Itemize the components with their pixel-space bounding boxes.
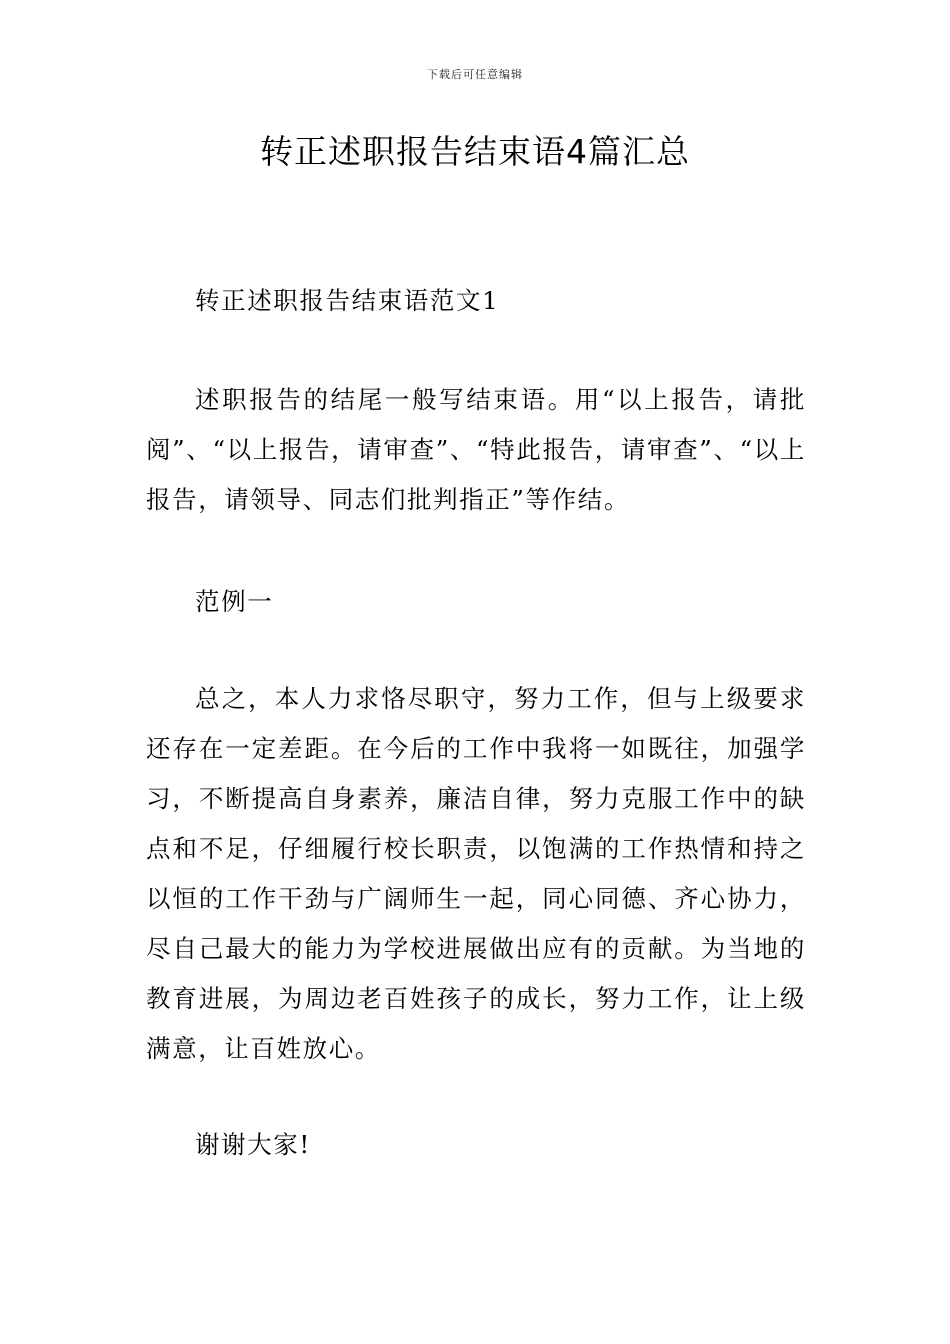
closing-block — [146, 1120, 806, 1170]
section-heading: 转正述职报告结束语范文1 — [195, 286, 500, 315]
section-heading-block — [146, 276, 806, 326]
header-note: 下载后可任意编辑 — [427, 68, 523, 81]
example-heading-block — [146, 577, 806, 627]
intro-paragraph: 述职报告的结尾一般写结束语。用“以上报告，请批阅”、“以上报告，请审查”、“特此报告，请审查”、“以上报告，请领导、同志们批判指正”等作结。 — [146, 385, 806, 514]
example-paragraph-block — [146, 674, 806, 1074]
intro-paragraph-block — [146, 375, 806, 525]
document-title: 转正述职报告结束语4篇汇总 — [260, 132, 690, 171]
closing-line: 谢谢大家! — [195, 1130, 311, 1159]
example-paragraph: 总之，本人力求恪尽职守，努力工作，但与上级要求还存在一定差距。在今后的工作中我将一如既往，加强学习，不断提高自身素养，廉洁自律，努力克服工作中的缺点和不足，仔细履行校长职责，以饱满的工作热情和持之以恒的工作干劲与广阔师生一起，同心同德、齐心协力，尽自己最大的能力为学校进展做出应有的贡献。为当地的教育进展，为周边老百姓孩子的成长，努力工作，让上级满意，让百姓放心。 — [146, 684, 806, 1063]
example-heading: 范例一 — [195, 587, 274, 616]
